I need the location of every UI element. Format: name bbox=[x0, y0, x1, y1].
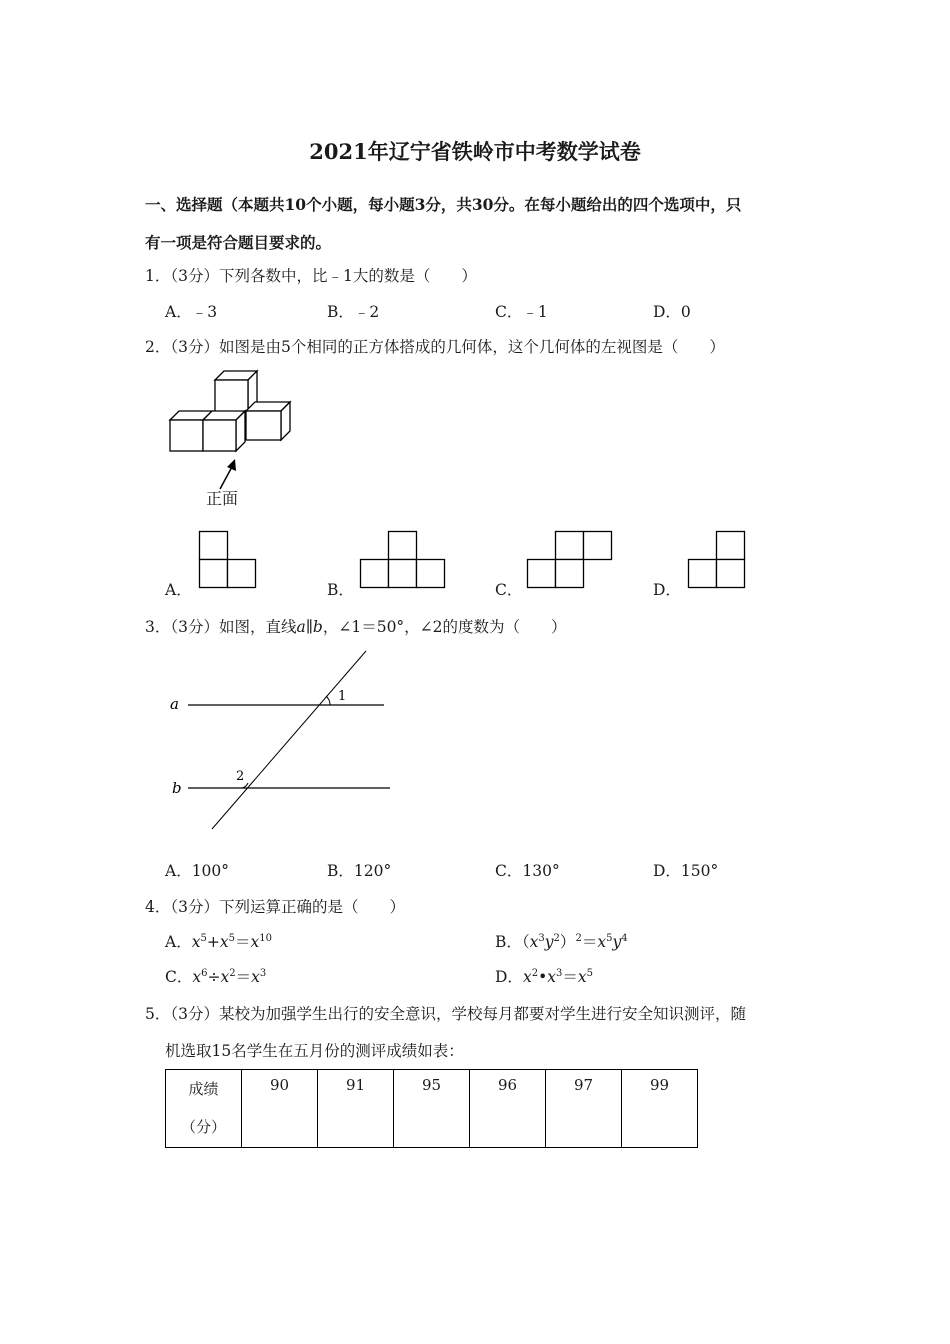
cube-face bbox=[203, 420, 236, 451]
question-text: （3分）下列运算正确的是（ ） bbox=[170, 898, 405, 916]
cube-face bbox=[246, 411, 281, 440]
parallel-lines-figure bbox=[160, 645, 400, 835]
table-row bbox=[166, 1070, 698, 1148]
option-a: A．$x^5+x^5=x^{10}$ bbox=[165, 932, 272, 951]
option-c: C．$x^6\div x^2=x^3$ bbox=[165, 967, 267, 986]
option-d: D． bbox=[653, 581, 681, 599]
option-b: B．$(x^3y^2)^2=x^5y^4$ bbox=[495, 932, 628, 951]
front-view-label: 正面 bbox=[206, 489, 239, 508]
label-b: b bbox=[172, 779, 182, 797]
option-d: D．150° bbox=[653, 862, 719, 880]
label-a: a bbox=[170, 695, 179, 713]
option-d: D．0 bbox=[653, 303, 691, 321]
table-cell: 95 bbox=[394, 1070, 470, 1148]
table-cell: 96 bbox=[470, 1070, 546, 1148]
question-number: 5． bbox=[145, 1005, 171, 1023]
table-cell: 97 bbox=[546, 1070, 622, 1148]
parallel-symbol: ∥ bbox=[305, 618, 313, 636]
label-angle-1: 1 bbox=[338, 689, 347, 704]
table-cell: 90 bbox=[242, 1070, 318, 1148]
option-a-view bbox=[198, 530, 258, 590]
question-5-stem-line2: 机选取15名学生在五月份的测评成绩如表： bbox=[165, 1042, 464, 1060]
option-a: A．﹣3 bbox=[165, 303, 218, 321]
question-text: （3分）某校为加强学生出行的安全意识，学校每月都要对学生进行安全知识测评，随 bbox=[170, 1005, 746, 1023]
option-c: C．130° bbox=[495, 862, 560, 880]
page-title: 2021年辽宁省铁岭市中考数学试卷 bbox=[309, 139, 641, 164]
table-cell: 91 bbox=[318, 1070, 394, 1148]
option-b: B．﹣2 bbox=[327, 303, 380, 321]
var-b: b bbox=[312, 618, 323, 636]
option-letter: D． bbox=[495, 968, 523, 986]
label-angle-2: 2 bbox=[236, 769, 245, 784]
table-cell: 99 bbox=[622, 1070, 698, 1148]
question-number: 3． bbox=[145, 618, 171, 636]
transversal-line bbox=[212, 651, 366, 829]
header-line2: （分） bbox=[180, 1118, 226, 1136]
option-d-view bbox=[687, 530, 747, 590]
question-1-stem bbox=[145, 264, 477, 286]
question-5-stem bbox=[145, 1002, 746, 1024]
option-c: C．﹣1 bbox=[495, 303, 548, 321]
option-letter: C． bbox=[165, 968, 193, 986]
table-header-cell bbox=[166, 1070, 242, 1148]
question-4-stem bbox=[145, 895, 405, 917]
angle-1-arc bbox=[326, 696, 330, 705]
var-a: a bbox=[296, 618, 306, 636]
question-number: 2． bbox=[145, 338, 171, 356]
header-line1: 成绩 bbox=[188, 1080, 219, 1098]
question-3-stem bbox=[145, 615, 567, 637]
option-letter: A． bbox=[165, 933, 192, 951]
option-c-view bbox=[526, 530, 616, 590]
question-text: （3分）如图是由5个相同的正方体搭成的几何体，这个几何体的左视图是（ ） bbox=[170, 338, 725, 356]
option-b: B． bbox=[327, 581, 354, 599]
question-number: 1． bbox=[145, 267, 171, 285]
option-a: A． bbox=[165, 581, 192, 599]
question-text: （3分）如图，直线 bbox=[170, 618, 297, 636]
option-b-view bbox=[359, 530, 447, 590]
section-heading-line2: 有一项是符合题目要求的。 bbox=[145, 233, 332, 252]
cube-face bbox=[170, 420, 203, 451]
option-d: D．$x^2•x^3=x^5$ bbox=[495, 967, 593, 986]
option-a: A．100° bbox=[165, 862, 230, 880]
question-text: （3分）下列各数中，比﹣1大的数是（ ） bbox=[170, 267, 477, 285]
score-table bbox=[165, 1069, 698, 1148]
question-number: 4． bbox=[145, 898, 171, 916]
option-letter: B． bbox=[495, 933, 522, 951]
cube-face bbox=[215, 380, 248, 412]
question-text-2: ，∠1＝50°，∠2的度数为（ ） bbox=[322, 618, 567, 636]
section-heading-line1: 一、选择题（本题共10个小题，每小题3分，共30分。在每小题给出的四个选项中，只 bbox=[145, 195, 742, 214]
question-2-stem bbox=[145, 335, 725, 357]
option-b: B．120° bbox=[327, 862, 392, 880]
option-c: C． bbox=[495, 581, 523, 599]
